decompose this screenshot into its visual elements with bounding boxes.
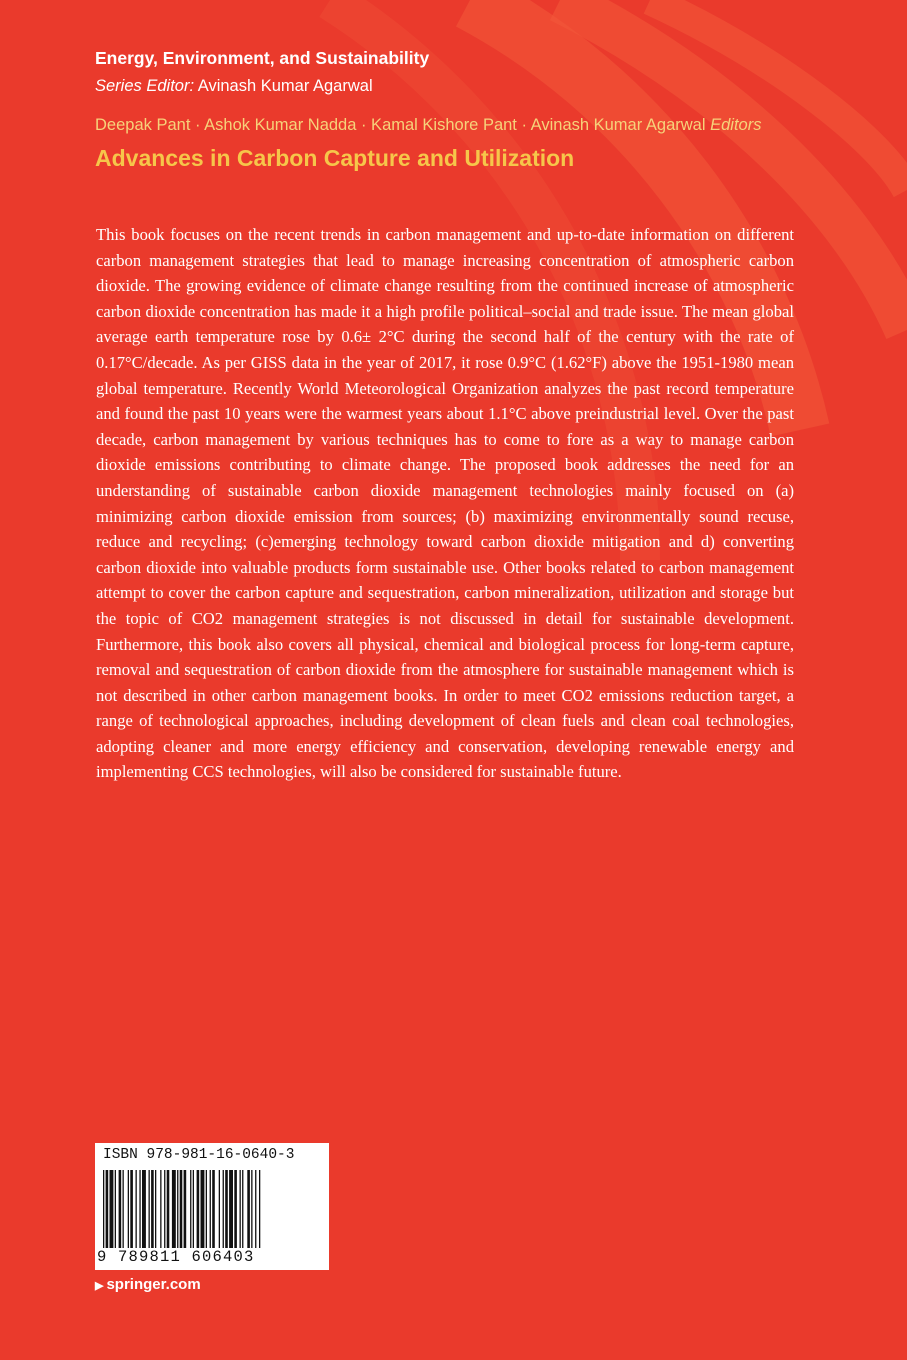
- barcode-bar: [172, 1170, 176, 1248]
- barcode-bar: [225, 1170, 228, 1248]
- barcode-bar: [229, 1170, 233, 1248]
- book-title: Advances in Carbon Capture and Utilization: [95, 145, 575, 171]
- isbn-barcode: [95, 1143, 329, 1270]
- barcode-bar: [219, 1170, 220, 1248]
- book-description: This book focuses on the recent trends in carbon management and up-to-date information on different carbon management strategies that lead to manage increasing concentration of atmospheric carbon dioxide. The growing evidence of climate change resulting from the continued increase of atmospheric carbon dioxide concentration has made it a high profile political–social and trade issue. The mean global average earth temperature rose by 0.6± 2°C during the second half of the century with the rate of 0.17°C/decade. As per GISS data in the year of 2017, it rose 0.9°C (1.62°F) above the 1951-1980 mean global temperature. Recently World Meteorological Organization analyzes the past record temperature and found the past 10 years were the warmest years about 1.1°C above preindustrial level. Over the past decade, carbon management by various techniques has to come to fore as a way to manage carbon dioxide emissions contributing to climate change. The proposed book addresses the need for an understanding of sustainable carbon dioxide management technologies mainly focused on (a) minimizing carbon dioxide emission from sources; (b) maximizing environmentally sound recuse, reduce and recycling; (c)emerging technology toward carbon dioxide mitigation and d) converting carbon dioxide into valuable products form sustainable use. Other books related to carbon management attempt to cover the carbon capture and sequestration, carbon mineralization, utilization and storage but the topic of CO2 management strategies is not discussed in detail for sustainable development. Furthermore, this book also covers all physical, chemical and biological process for long-term capture, removal and sequestration of carbon dioxide from the atmosphere for sustainable management which is not described in other carbon management books. In order to meet CO2 emissions reduction target, a range of technological approaches, including development of clean fuels and clean coal technologies, adopting cleaner and more energy efficiency and conservation, developing renewable energy and implementing CCS technologies, will also be considered for sustainable future.: [96, 225, 794, 782]
- barcode-bar: [167, 1170, 170, 1248]
- barcode-bar: [190, 1170, 191, 1248]
- barcode-bar: [247, 1170, 250, 1248]
- series-editor-label: Series Editor:: [95, 77, 195, 95]
- barcode-bar: [128, 1170, 129, 1248]
- series-title: Energy, Environment, and Sustainability: [95, 48, 430, 68]
- barcode-bar: [177, 1170, 178, 1248]
- series-editor: [95, 77, 373, 96]
- ean-digits: 9 789811 606403: [97, 1248, 255, 1266]
- arrow-right-icon: ▶: [95, 1280, 104, 1292]
- barcode-bar: [206, 1170, 207, 1248]
- barcode-bar: [193, 1170, 194, 1248]
- barcode-bar: [123, 1170, 124, 1248]
- isbn-number: ISBN 978-981-16-0640-3: [103, 1147, 295, 1163]
- barcode-bar: [160, 1170, 161, 1248]
- editors-role: Editors: [710, 116, 762, 134]
- barcode-bar: [184, 1170, 187, 1248]
- barcode-bar: [212, 1170, 215, 1248]
- barcode-bar: [103, 1170, 104, 1248]
- barcode-bar: [142, 1170, 146, 1248]
- barcode-bar: [119, 1170, 122, 1248]
- editors-names: Deepak Pant · Ashok Kumar Nadda · Kamal Kishore Pant · Avinash Kumar Agarwal: [95, 116, 706, 134]
- barcode-bar: [115, 1170, 116, 1248]
- barcode-bars: [103, 1170, 321, 1248]
- barcode-bar: [151, 1170, 154, 1248]
- barcode-bar: [155, 1170, 156, 1248]
- barcode-bar: [259, 1170, 260, 1248]
- barcode-bar: [210, 1170, 211, 1248]
- barcode-bar: [106, 1170, 109, 1248]
- barcode-bar: [136, 1170, 137, 1248]
- barcode-bar: [164, 1170, 165, 1248]
- barcode-bar: [130, 1170, 133, 1248]
- publisher-link[interactable]: [95, 1276, 201, 1293]
- barcode-bar: [139, 1170, 140, 1248]
- barcode-bar: [180, 1170, 183, 1248]
- barcode-bar: [240, 1170, 241, 1248]
- barcode-bar: [201, 1170, 205, 1248]
- barcode-bar: [242, 1170, 243, 1248]
- publisher-url: springer.com: [106, 1276, 201, 1293]
- barcode-bar: [197, 1170, 200, 1248]
- series-editor-name: Avinash Kumar Agarwal: [197, 77, 373, 95]
- book-editors: [95, 116, 761, 135]
- barcode-bar: [223, 1170, 224, 1248]
- barcode-bar: [149, 1170, 150, 1248]
- barcode-bar: [251, 1170, 252, 1248]
- barcode-bar: [110, 1170, 114, 1248]
- barcode-bar: [255, 1170, 256, 1248]
- barcode-bar: [234, 1170, 237, 1248]
